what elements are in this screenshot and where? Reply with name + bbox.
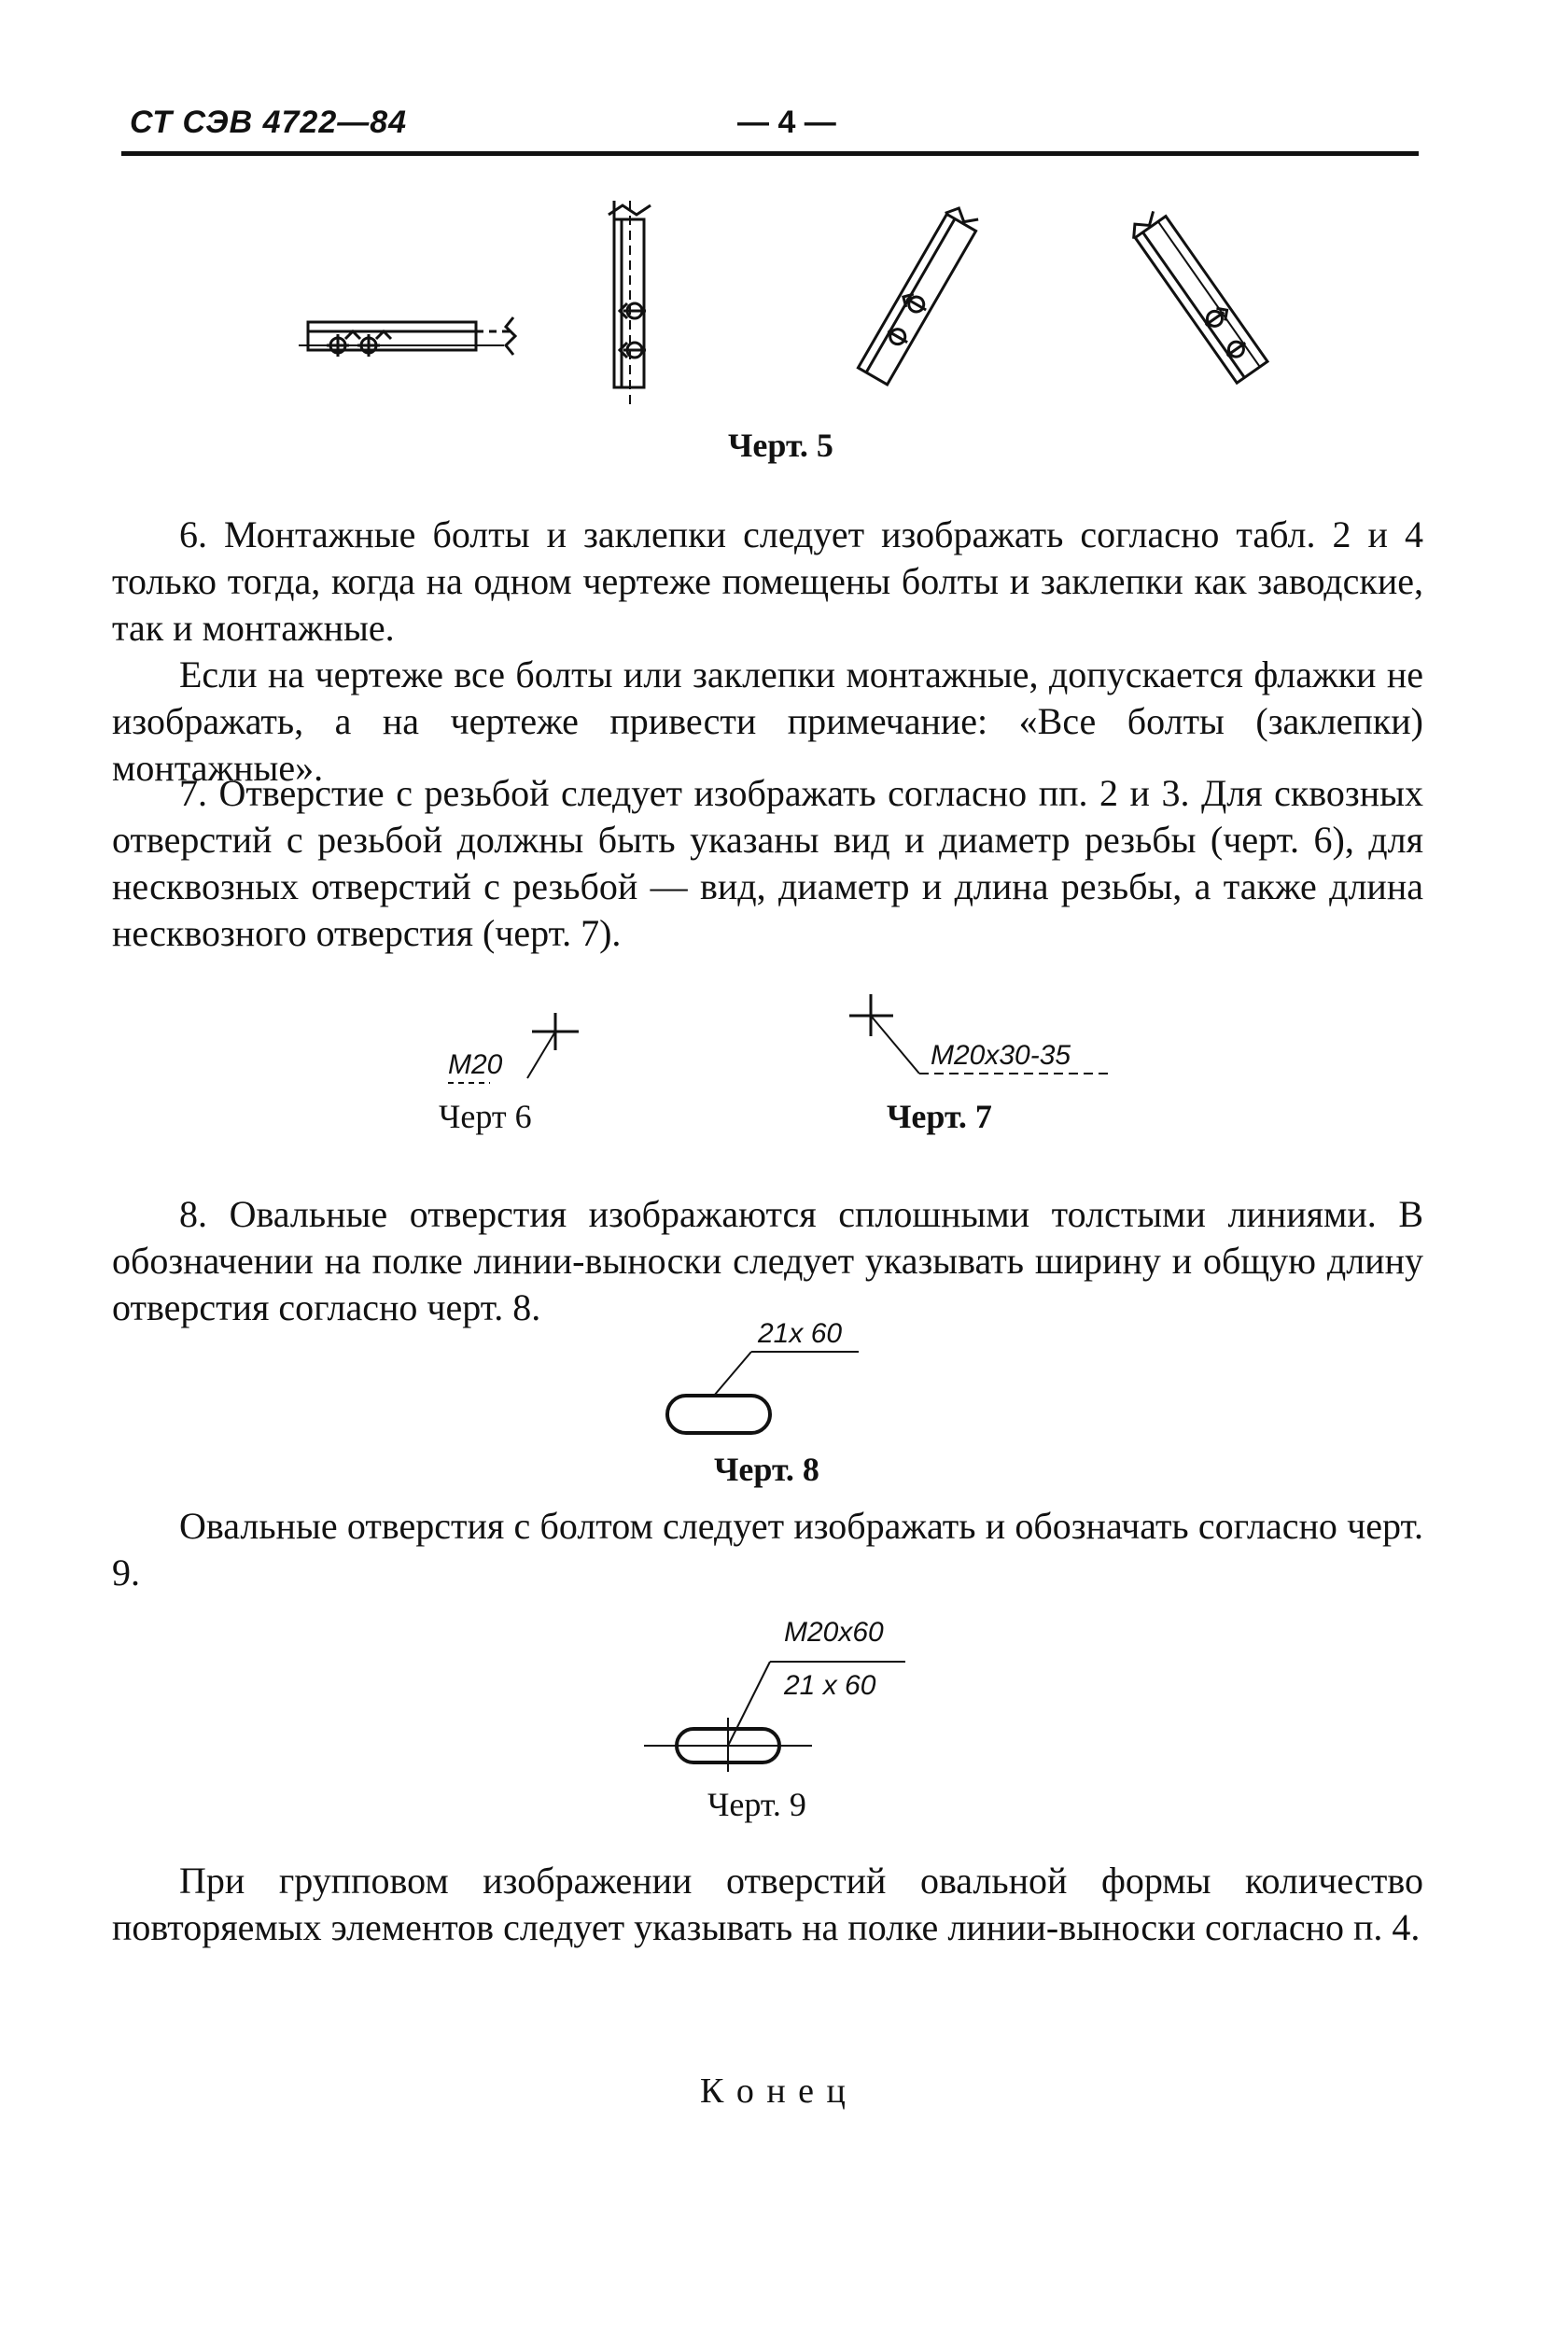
fig6-label: M20: [448, 1049, 503, 1080]
oval-hole: [667, 1396, 770, 1433]
figure-5-caption: Черт. 5: [728, 427, 833, 464]
fig8-label: 21x 60: [758, 1318, 843, 1349]
figure-7-caption: Черт. 7: [887, 1098, 992, 1135]
fig5-horizontal-plate: [299, 317, 515, 357]
figure-8-caption: Черт. 8: [714, 1451, 819, 1488]
fig5-diagonal-plate-1: [857, 204, 982, 385]
figure-7-drawing: [845, 990, 1143, 1092]
fig7-label: M20x30-35: [931, 1040, 1071, 1071]
header-divider: [121, 151, 1419, 156]
end-marker: К о н е ц: [700, 2071, 847, 2111]
document-code: СТ СЭВ 4722—84: [130, 105, 408, 140]
paragraph-7: 7. Отверстие с резьбой следует изображать согласно пп. 2 и 3. Для сквозных отверстий с резьбой должны быть указаны вид и диаметр резьбы (черт. 6), для несквозных отверстий с резьбой — вид, диаметр и длина резьбы, а также длина несквозного отверстия (черт. 7).: [112, 772, 1423, 954]
figure-6-drawing: [439, 1008, 607, 1092]
paragraph-6: 6. Монтажные болты и заклепки следует изображать согласно табл. 2 и 4 только тогда, когда на одном чертеже помещены болты и заклепки как заводские, так и монтажные.: [112, 513, 1423, 649]
figure-6-caption: Черт 6: [439, 1098, 532, 1135]
page-number: — 4 —: [737, 105, 836, 140]
figure-9-caption: Черт. 9: [707, 1786, 806, 1823]
fig5-vertical-plate: [609, 201, 651, 406]
fig9-label-top: M20x60: [784, 1617, 884, 1648]
fig5-diagonal-plate-2: [1127, 207, 1267, 385]
figure-5-drawings: [280, 201, 1307, 415]
paragraph-6-note: Если на чертеже все болты или заклепки монтажные, допускается флажки не изображать, а на чертеже привести примечание: «Все болты (заклепки) монтажные».: [112, 653, 1423, 789]
figure-9-drawing: [635, 1615, 915, 1774]
paragraph-9: Овальные отверстия с болтом следует изображать и обозначать согласно черт. 9.: [112, 1505, 1423, 1594]
figure-8-drawing: [653, 1307, 896, 1447]
paragraph-10: При групповом изображении отверстий овальной формы количество повторяемых элементов следует указывать на полке линии-выноски согласно п. 4.: [112, 1860, 1423, 1948]
paragraph-8: 8. Овальные отверстия изображаются сплошными толстыми линиями. В обозначении на полке линии-выноски следует указывать ширину и общую длину отверстия согласно черт. 8.: [112, 1193, 1423, 1328]
fig9-label-bottom: 21 x 60: [784, 1670, 876, 1701]
